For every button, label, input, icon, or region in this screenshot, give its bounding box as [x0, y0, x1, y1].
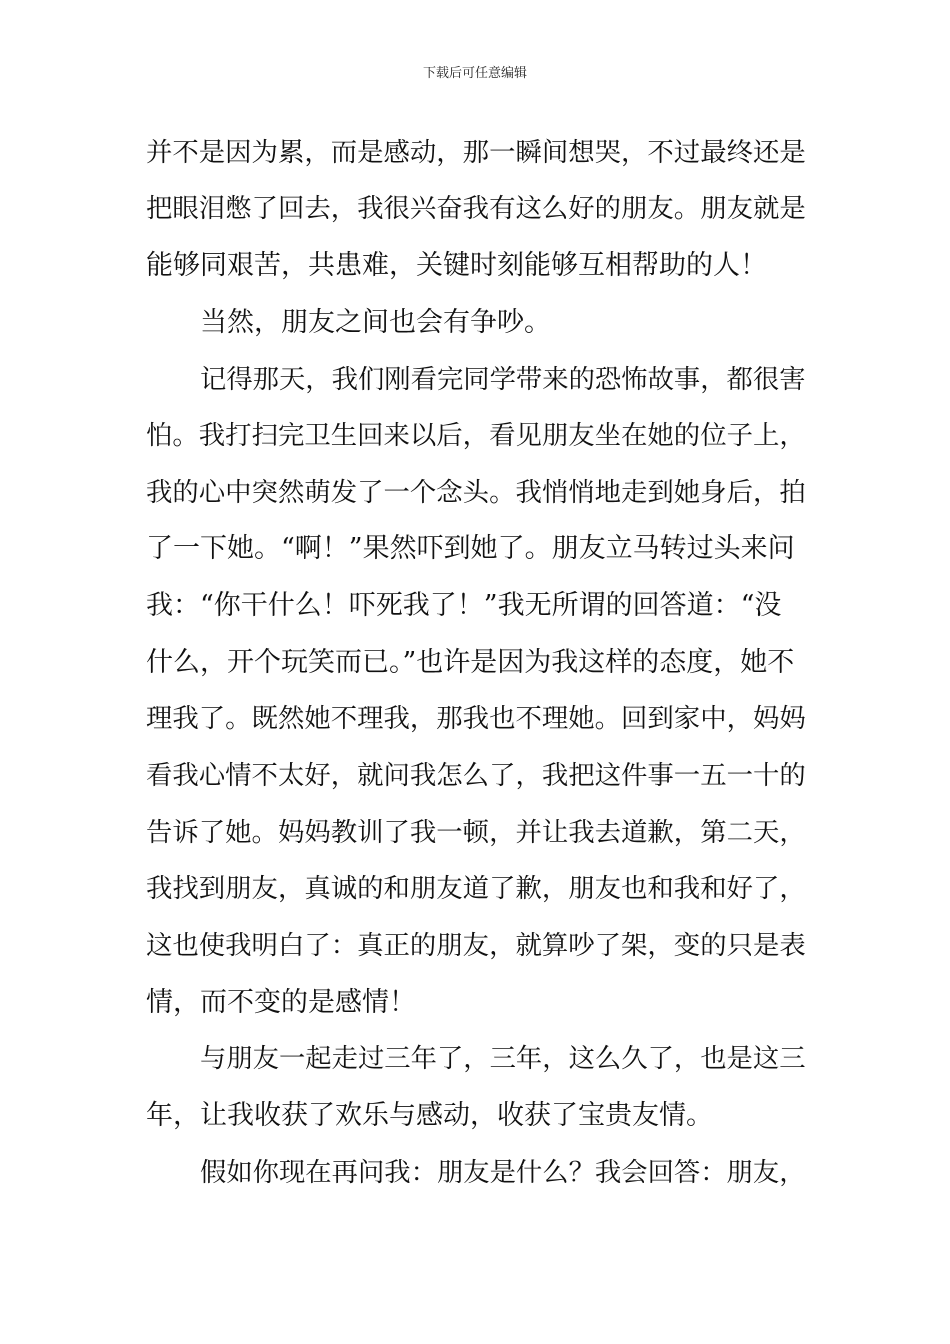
- text-line: 与朋友一起走过三年了，三年，这么久了，也是这三: [200, 1044, 806, 1074]
- text-line: 年，让我收获了欢乐与感动，收获了宝贵友情。: [146, 1100, 713, 1131]
- text-line: 我：“你干什么！吓死我了！”我无所谓的回答道：“没: [146, 590, 782, 621]
- text-line: 理我了。既然她不理我，那我也不理她。回到家中，妈妈: [146, 703, 806, 734]
- text-line: 这也使我明白了：真正的朋友，就算吵了架，变的只是表: [146, 930, 806, 961]
- text-line: 记得那天，我们刚看完同学带来的恐怖故事，都很害: [200, 365, 806, 395]
- text-line: 当然，朋友之间也会有争吵。: [200, 307, 551, 338]
- text-line: 并不是因为累，而是感动，那一瞬间想哭，不过最终还是: [146, 137, 806, 168]
- text-line: 我找到朋友，真诚的和朋友道了歉，朋友也和我和好了，: [146, 873, 806, 904]
- text-line: 告诉了她。妈妈教训了我一顿，并让我去道歉，第二天，: [146, 817, 806, 848]
- text-line: 情，而不变的是感情！: [146, 987, 416, 1018]
- text-line: 看我心情不太好，就问我怎么了，我把这件事一五一十的: [146, 760, 806, 791]
- page-header: 下载后可任意编辑: [422, 66, 527, 81]
- text-line: 能够同艰苦，共患难，关键时刻能够互相帮助的人！: [146, 250, 767, 281]
- text-line: 我的心中突然萌发了一个念头。我悄悄地走到她身后，拍: [146, 477, 806, 508]
- text-line: 怕。我打扫完卫生回来以后，看见朋友坐在她的位子上，: [146, 420, 806, 451]
- text-line: 假如你现在再问我：朋友是什么？我会回答：朋友，: [200, 1158, 806, 1188]
- text-line: 把眼泪憋了回去，我很兴奋我有这么好的朋友。朋友就是: [146, 193, 806, 224]
- text-line: 了一下她。“啊！”果然吓到她了。朋友立马转过头来问: [146, 533, 795, 564]
- text-line: 什么，开个玩笑而已。”也许是因为我这样的态度，她不: [146, 647, 795, 678]
